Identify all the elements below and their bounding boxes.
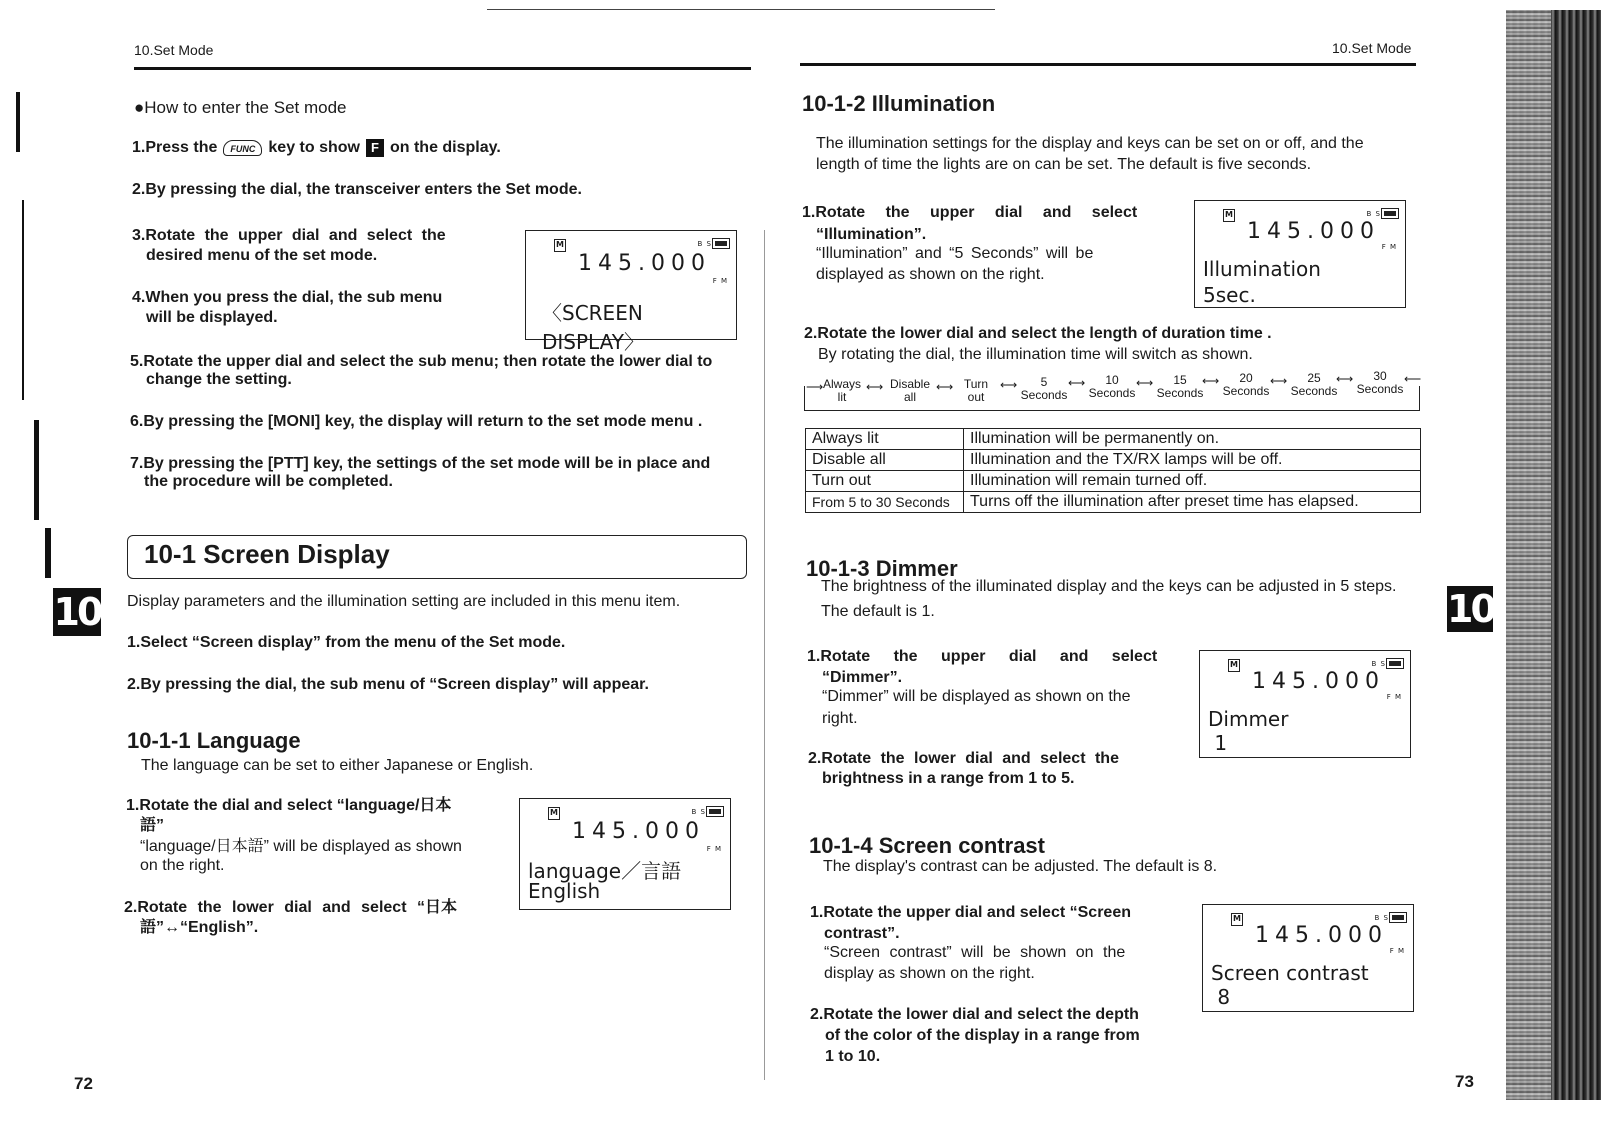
illumination-title: 10-1-2 Illumination	[802, 91, 996, 116]
arrow-icon: ⟷	[1202, 374, 1220, 388]
fm-indicator: F M	[712, 277, 728, 285]
lcd-frequency: 145.000	[1252, 669, 1385, 694]
con-step-1-line-1: 1.Rotate the upper dial and select “Screen	[810, 904, 1131, 921]
language-title: 10-1-1 Language	[127, 728, 301, 753]
dimmer-intro-line-2: The default is 1.	[821, 603, 935, 620]
seq-10-seconds: 10 Seconds	[1086, 374, 1138, 400]
lang-step-1-line-4: on the right.	[140, 857, 225, 874]
table-cell-key: From 5 to 30 Seconds	[806, 492, 964, 513]
battery-icon	[706, 806, 724, 817]
illum-step-1-line-4: displayed as shown on the right.	[816, 266, 1045, 283]
battery-icon	[1389, 912, 1407, 923]
seq-15-seconds: 15 Seconds	[1154, 374, 1206, 400]
lcd-line-1: Illumination	[1203, 257, 1321, 281]
lang-step-1-line-1: 1.Rotate the dial and select “language/日本	[126, 797, 452, 814]
lcd-screen-contrast	[1202, 904, 1414, 1012]
seq-5-seconds: 5 Seconds	[1018, 376, 1070, 402]
step-5-line-1: 5.Rotate the upper dial and select the sub menu; then rotate the lower dial to	[130, 353, 713, 370]
fm-indicator: F M	[1386, 693, 1402, 701]
illum-step-1-line-3: “Illumination” and “5 Seconds” will be	[816, 245, 1094, 262]
dim-step-2-line-1: 2.Rotate the lower dial and select the	[808, 750, 1119, 767]
bs-indicator: B S	[1374, 914, 1389, 922]
step-7-line-2: the procedure will be completed.	[144, 473, 393, 490]
dim-step-1-line-2: “Dimmer”.	[822, 669, 903, 686]
sequence-diagram	[804, 369, 1422, 412]
lang-step-1-line-2: 語”	[140, 817, 165, 834]
lcd-frequency: 145.000	[1247, 219, 1380, 244]
table-cell-value: Illumination will be permanently on.	[964, 429, 1421, 450]
step-3-line-1: 3.Rotate the upper dial and select the	[132, 227, 446, 244]
f-indicator-icon: F	[366, 139, 384, 157]
memory-icon: M	[554, 239, 566, 252]
lang-step-1-line-3: “language/日本語” will be displayed as shown	[140, 838, 462, 855]
step-4-line-1: 4.When you press the dial, the sub menu	[132, 289, 443, 306]
seq-disable-all: Disable all	[886, 378, 934, 404]
func-key-icon: FUNC	[223, 140, 262, 156]
bs-indicator: B S	[697, 240, 712, 248]
arrow-icon: ⟷	[1136, 376, 1154, 390]
step-7-line-1: 7.By pressing the [PTT] key, the settings of the set mode will be in place and	[130, 455, 711, 472]
illum-intro-line-1: The illumination settings for the display and keys can be set on or off, and the	[816, 135, 1364, 152]
section-step-1: 1.Select “Screen display” from the menu of the Set mode.	[127, 634, 566, 651]
memory-icon: M	[1231, 913, 1243, 926]
seq-25-seconds: 25 Seconds	[1288, 372, 1340, 398]
lcd-line-1: language／言語	[528, 859, 682, 883]
step-4-line-2: will be displayed.	[146, 309, 278, 326]
lcd-language	[519, 798, 731, 910]
table-cell-key: Turn out	[806, 471, 964, 492]
memory-icon: M	[548, 807, 560, 820]
page-edge-scan	[1506, 10, 1601, 1100]
con-step-1-line-2: contrast”.	[824, 925, 900, 942]
seq-30-seconds: 30 Seconds	[1354, 370, 1406, 396]
lcd-frequency: 145.000	[1255, 923, 1388, 948]
lang-step-2-line-1: 2.Rotate the lower dial and select “日本	[124, 899, 457, 916]
arrow-icon: ⟶	[806, 380, 824, 394]
contrast-intro: The display's contrast can be adjusted. The default is 8.	[823, 858, 1218, 875]
lang-step-2-line-2: 語”↔“English”.	[140, 919, 259, 936]
illum-intro-line-2: length of time the lights are on can be set. The default is five seconds.	[816, 156, 1312, 173]
arrow-icon: ⟷	[936, 380, 954, 394]
arrow-icon: ⟷	[1270, 374, 1288, 388]
lcd-dimmer	[1199, 650, 1411, 758]
step-5-line-2: change the setting.	[146, 371, 292, 388]
section-step-2: 2.By pressing the dial, the sub menu of “Screen display” will appear.	[127, 676, 649, 693]
table-row	[806, 429, 1421, 450]
table-cell-key: Disable all	[806, 450, 964, 471]
con-step-2-line-2: of the color of the display in a range from	[825, 1027, 1140, 1044]
dim-step-1-line-1: 1.Rotate the upper dial and select	[807, 648, 1158, 665]
chapter-tab-right: 10	[1447, 587, 1494, 631]
memory-icon: M	[1228, 659, 1240, 672]
dim-step-1-line-3: “Dimmer” will be displayed as shown on the	[822, 688, 1131, 705]
memory-icon: M	[1223, 209, 1235, 222]
chapter-tab-left: 10	[53, 590, 101, 634]
lcd-line-1: Dimmer	[1208, 707, 1289, 731]
dim-step-2-line-2: brightness in a range from 1 to 5.	[822, 770, 1075, 787]
contrast-title: 10-1-4 Screen contrast	[809, 833, 1045, 858]
illumination-table	[805, 428, 1421, 513]
top-rule	[487, 9, 995, 10]
dimmer-intro-line-1: The brightness of the illuminated display and the keys can be adjusted in 5 steps.	[821, 578, 1397, 595]
battery-icon	[1386, 658, 1404, 669]
seq-20-seconds: 20 Seconds	[1220, 372, 1272, 398]
left-header-rule	[134, 67, 751, 70]
page-number-left: 72	[74, 1074, 93, 1093]
lcd-illumination	[1194, 200, 1406, 308]
step-3-line-2: desired menu of the set mode.	[146, 247, 378, 264]
illum-step-2-line-2: By rotating the dial, the illumination time will switch as shown.	[818, 346, 1253, 363]
con-step-1-line-3: “Screen contrast” will be shown on the	[824, 944, 1126, 961]
lcd-line-2: 8	[1211, 985, 1231, 1009]
dimmer-title: 10-1-3 Dimmer	[806, 556, 958, 581]
table-cell-value: Illumination and the TX/RX lamps will be off.	[964, 450, 1421, 471]
right-header: 10.Set Mode	[1332, 40, 1412, 56]
table-row	[806, 492, 1421, 513]
step-1-text-c: on the display.	[389, 139, 501, 156]
seq-turn-out: Turn out	[956, 378, 996, 404]
lcd-line-2: English	[528, 879, 601, 903]
battery-icon	[1381, 208, 1399, 219]
step-1-text-a: 1.Press the	[132, 139, 218, 156]
con-step-2-line-3: 1 to 10.	[825, 1048, 881, 1065]
lcd-screen-display	[525, 230, 737, 354]
illum-step-1-line-1: 1.Rotate the upper dial and select	[802, 204, 1138, 221]
table-cell-value: Illumination will remain turned off.	[964, 471, 1421, 492]
page-number-right: 73	[1455, 1072, 1474, 1091]
fm-indicator: F M	[1389, 947, 1405, 955]
arrow-icon: ⟷	[1068, 376, 1086, 390]
illum-step-1-line-2: “Illumination”.	[816, 226, 927, 243]
fm-indicator: F M	[1381, 243, 1397, 251]
con-step-1-line-4: display as shown on the right.	[824, 965, 1035, 982]
bs-indicator: B S	[1371, 660, 1386, 668]
left-header: 10.Set Mode	[134, 42, 214, 58]
step-1	[132, 138, 501, 158]
table-cell-key: Always lit	[806, 429, 964, 450]
how-to-title: ●How to enter the Set mode	[134, 98, 347, 117]
arrow-icon: ⟵	[1404, 372, 1422, 386]
lcd-line-1: 〈SCREEN DISPLAY〉	[542, 301, 645, 354]
bs-indicator: B S	[1366, 210, 1381, 218]
step-2: 2.By pressing the dial, the transceiver enters the Set mode.	[132, 181, 582, 198]
lcd-line-1: Screen contrast	[1211, 961, 1369, 985]
left-margin-mark	[16, 92, 20, 152]
table-row	[806, 471, 1421, 492]
illum-step-2-line-1: 2.Rotate the lower dial and select the length of duration time .	[804, 325, 1272, 342]
center-divider	[764, 230, 765, 1080]
left-margin-mark	[34, 420, 39, 520]
table-cell-value: Turns off the illumination after preset time has elapsed.	[964, 492, 1421, 513]
language-intro: The language can be set to either Japanese or English.	[141, 757, 534, 774]
arrow-icon: ⟷	[1336, 372, 1354, 386]
step-6: 6.By pressing the [MONI] key, the display will return to the set mode menu .	[130, 413, 703, 430]
arrow-icon: ⟷	[866, 380, 884, 394]
table-row	[806, 450, 1421, 471]
lcd-frequency: 145.000	[572, 819, 705, 844]
bs-indicator: B S	[691, 808, 706, 816]
seq-always-lit: Always lit	[820, 378, 864, 404]
battery-icon	[712, 238, 730, 249]
step-1-text-b: key to show	[268, 139, 360, 156]
lcd-line-2: 5sec.	[1203, 283, 1256, 307]
left-margin-mark	[45, 528, 51, 578]
right-header-rule	[800, 63, 1416, 66]
fm-indicator: F M	[706, 845, 722, 853]
section-title: 10-1 Screen Display	[144, 539, 390, 569]
lcd-frequency: 145.000	[578, 251, 711, 276]
lcd-line-2: 1	[1208, 731, 1228, 755]
arrow-icon: ⟷	[1000, 378, 1018, 392]
con-step-2-line-1: 2.Rotate the lower dial and select the depth	[810, 1006, 1139, 1023]
section-intro: Display parameters and the illumination setting are included in this menu item.	[127, 593, 681, 610]
left-margin-mark	[22, 200, 24, 400]
dim-step-1-line-4: right.	[822, 710, 858, 727]
